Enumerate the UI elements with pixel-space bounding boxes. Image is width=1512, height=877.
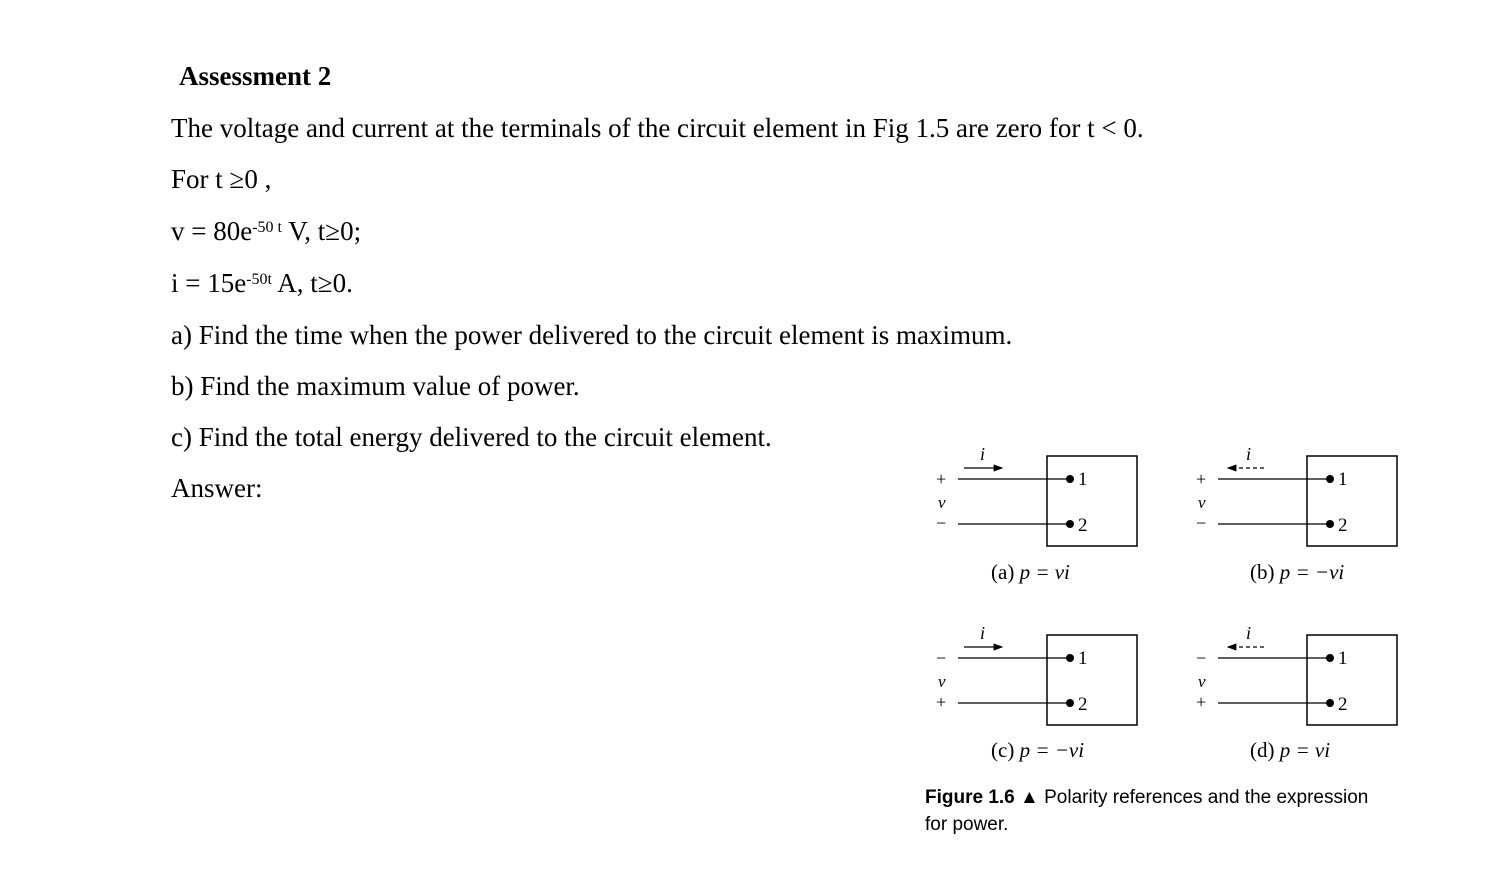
current-exponent: -50t [246, 271, 272, 288]
caption-a-label: (a) [991, 560, 1020, 584]
voltage-equation-tail: V, t≥0; [282, 216, 362, 246]
diagram-d [1196, 623, 1397, 725]
caption-b-label: (b) [1250, 560, 1280, 584]
figure-caption [925, 784, 1395, 838]
voltage-equation-base: v = 80e [171, 216, 253, 246]
polarity-figure [920, 440, 1410, 750]
caption-b-expr: p = −vi [1279, 560, 1345, 584]
current-equation [171, 267, 353, 299]
current-equation-base: i = 15e [171, 268, 247, 298]
current-equation-tail: A, t≥0. [272, 268, 353, 298]
diagram-c [936, 623, 1137, 725]
caption-a [991, 560, 1070, 585]
terminal-1-c: 1 [1078, 648, 1088, 669]
current-label-d: i [1246, 623, 1252, 643]
intro-text: The voltage and current at the terminals of the circuit element in Fig 1.5 are zero for t < 0. [171, 113, 1144, 143]
caption-b [1250, 560, 1344, 585]
plus-c: + [936, 692, 947, 712]
diagram-b [1196, 444, 1397, 546]
plus-a: + [936, 469, 947, 489]
voltage-c: v [938, 672, 946, 691]
figure-caption-text: Polarity references and the expression for power. [925, 787, 1369, 835]
question-c: c) Find the total energy delivered to the circuit element. [171, 422, 772, 452]
figure-number: Figure 1.6 [925, 787, 1015, 808]
question-b: b) Find the maximum value of power. [171, 371, 580, 401]
caption-c [991, 738, 1084, 763]
condition-text: For t ≥0 , [171, 164, 272, 194]
plus-b: + [1196, 469, 1207, 489]
terminal-2-a: 2 [1078, 515, 1088, 536]
minus-b: − [1196, 513, 1207, 533]
caption-c-label: (c) [991, 738, 1020, 762]
voltage-a: v [938, 493, 946, 512]
element-box-d [1307, 635, 1397, 725]
element-box-b [1307, 456, 1397, 546]
assessment-title: Assessment 2 [179, 61, 332, 91]
voltage-d: v [1198, 672, 1206, 691]
caption-d-expr: p = vi [1279, 738, 1331, 762]
caption-d-label: (d) [1250, 738, 1280, 762]
plus-d: + [1196, 692, 1207, 712]
minus-c: − [936, 648, 947, 668]
element-box-c [1047, 635, 1137, 725]
caption-c-expr: p = −vi [1019, 738, 1085, 762]
terminal-1-d: 1 [1338, 648, 1348, 669]
terminal-2-d: 2 [1338, 694, 1348, 715]
current-label-a: i [980, 444, 986, 464]
voltage-equation [171, 215, 361, 247]
caption-a-expr: p = vi [1019, 560, 1070, 584]
triangle-icon: ▲ [1020, 787, 1039, 808]
minus-d: − [1196, 648, 1207, 668]
caption-d [1250, 738, 1330, 763]
terminal-2-c: 2 [1078, 694, 1088, 715]
element-box-a [1047, 456, 1137, 546]
voltage-b: v [1198, 493, 1206, 512]
current-label-c: i [980, 623, 986, 643]
answer-label: Answer: [171, 473, 263, 503]
terminal-2-b: 2 [1338, 515, 1348, 536]
minus-a: − [936, 513, 947, 533]
current-label-b: i [1246, 444, 1252, 464]
voltage-exponent: -50 t [252, 219, 282, 236]
question-a: a) Find the time when the power delivered to the circuit element is maximum. [171, 320, 1013, 350]
diagram-a [936, 444, 1137, 546]
terminal-1-a: 1 [1078, 469, 1088, 490]
terminal-1-b: 1 [1338, 469, 1348, 490]
